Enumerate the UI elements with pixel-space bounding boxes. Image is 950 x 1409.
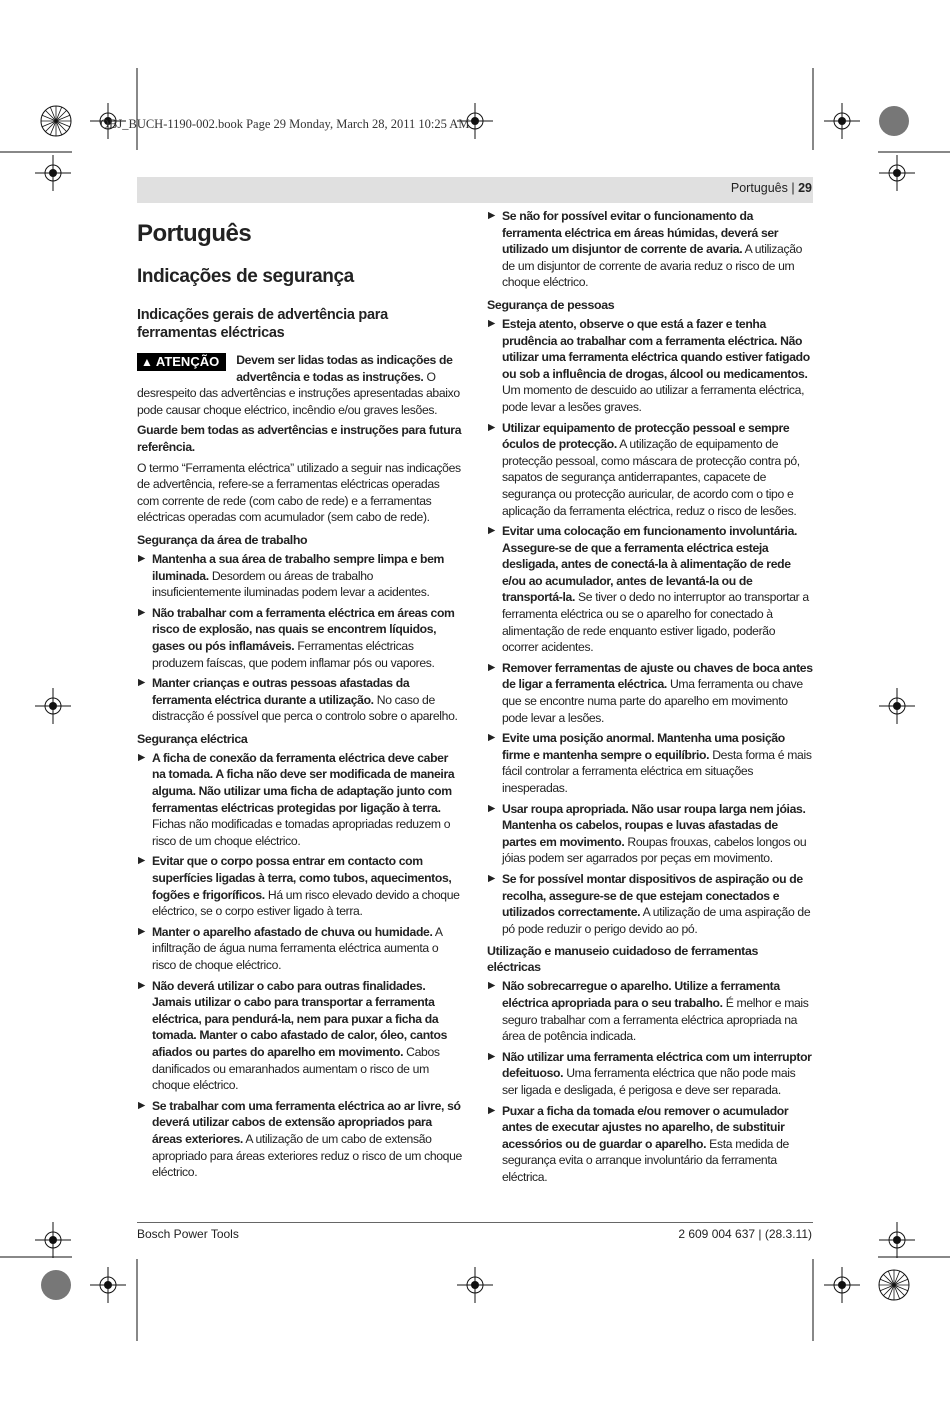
right-sections xyxy=(487,297,813,1186)
warning-block xyxy=(137,352,463,418)
item-text: Uma ferramenta eléctrica que não pode mais ser ligada e desligada, é perigosa e deve ser reparada. xyxy=(502,1066,796,1097)
bullet-list xyxy=(487,316,813,937)
list-item xyxy=(137,551,463,601)
triangle-right-icon: ▶ xyxy=(488,210,495,221)
triangle-right-icon: ▶ xyxy=(488,732,495,744)
list-item xyxy=(487,1049,813,1099)
triangle-right-icon: ▶ xyxy=(488,421,495,433)
bullet-list xyxy=(487,208,813,291)
item-bold: Não deverá utilizar o cabo para outras finalidades. Jamais utilizar o cabo para transportar a ferramenta eléctrica, para pendurá-la, nem para puxar a ficha da tomada. Manter o cabo afastado de calor, óleo, cantos afiados ou partes do aparelho em movimento. xyxy=(152,978,448,1059)
footer-brand: Bosch Power Tools xyxy=(137,1227,239,1241)
item-text: Há um risco elevado devido a choque eléctrico, se o corpo estiver ligado à terra. xyxy=(152,887,460,919)
item-bold: Manter crianças e outras pessoas afastadas da ferramenta eléctrica durante a utilização. xyxy=(152,676,410,707)
triangle-right-icon: ▶ xyxy=(138,925,145,937)
item-text: Desta forma é mais fácil controlar a ferramenta eléctrica em situações inesperadas. xyxy=(502,747,812,795)
list-item xyxy=(487,316,813,416)
bullet-list xyxy=(487,978,813,1185)
triangle-right-icon: ▶ xyxy=(488,1104,495,1116)
list-item xyxy=(487,523,813,656)
bullet-list xyxy=(137,750,463,1181)
item-bold: A ficha de conexão da ferramenta eléctrica deve caber na tomada. A ficha não deve ser modificada de maneira alguma. Não utilizar uma ficha de adaptação junto com ferramentas eléctricas protegidas por ligação à terra. xyxy=(152,750,455,815)
item-text: Se tiver o dedo no interruptor ao transportar a ferramenta eléctrica ou se o aparelho for conectado à alimentação de rede enquanto estiver ligado, poderão ocorrer acidentes. xyxy=(502,590,809,655)
warning-badge-label: ATENÇÃO xyxy=(155,354,220,369)
item-text: A utilização de uma aspiração de pó pode reduzir o perigo devido ao pó. xyxy=(502,905,811,936)
item-bold: Não sobrecarregue o aparelho. Utilize a ferramenta eléctrica apropriada para o seu trabalho. xyxy=(502,979,780,1010)
printer-header: OBJ_BUCH-1190-002.book Page 29 Monday, March 28, 2011 10:25 AM xyxy=(100,117,470,131)
item-text: Desordem ou áreas de trabalho insuficientemente iluminadas podem levar a acidentes. xyxy=(152,568,430,600)
item-text: Uma ferramenta ou chave que se encontre numa parte do aparelho em movimento pode levar a lesões. xyxy=(502,677,803,725)
item-bold: Não trabalhar com a ferramenta eléctrica em áreas com risco de explosão, nas quais se encontrem líquidos, gases ou pós inflamáveis. xyxy=(152,605,455,653)
item-bold: Manter o aparelho afastado de chuva ou humidade. xyxy=(152,924,433,939)
list-item xyxy=(487,801,813,867)
list-item xyxy=(487,730,813,796)
header-separator: | xyxy=(791,181,795,195)
item-bold: Se for possível montar dispositivos de aspiração ou de recolha, assegure-se de que estejam conectados e utilizados correctamente. xyxy=(502,871,803,920)
keep-instructions: Guarde bem todas as advertências e instruções para futura referência. xyxy=(137,423,462,454)
item-text: Roupas frouxas, cabelos longos ou jóias podem ser agarrados por peças em movimento. xyxy=(502,834,807,866)
left-sections xyxy=(137,532,463,1181)
list-item xyxy=(487,208,813,291)
page-number: 29 xyxy=(798,181,812,195)
section-heading: Segurança eléctrica xyxy=(137,731,248,746)
item-text: Cabos danificados ou emaranhados aumentam o risco de um choque eléctrico. xyxy=(152,1044,440,1093)
item-bold: Utilizar equipamento de protecção pessoal e sempre óculos de protecção. xyxy=(502,420,790,452)
page-title: Português xyxy=(137,220,252,247)
triangle-right-icon: ▶ xyxy=(488,1050,495,1062)
item-bold: Usar roupa apropriada. Não usar roupa larga nem jóias. Mantenha os cabelos, roupas e luvas afastadas de partes em movimento. xyxy=(502,801,806,849)
item-bold: Evitar uma colocação em funcionamento involuntária. Assegure-se de que a ferramenta eléctrica esteja desligada, antes de conectá-la à alimentação de rede e/ou ao acumulador, antes de levantá-la ou de transportá-la. xyxy=(502,524,798,605)
subsection-title: Indicações gerais de advertência para ferramentas eléctricas xyxy=(137,307,388,341)
section-heading: Utilização e manuseio cuidadoso de ferramentas eléctricas xyxy=(487,944,759,975)
triangle-right-icon: ▶ xyxy=(138,855,145,867)
triangle-right-icon: ▶ xyxy=(138,606,145,618)
triangle-right-icon: ▶ xyxy=(488,980,495,992)
left-column xyxy=(137,208,463,1185)
footer-rule xyxy=(137,1222,813,1223)
triangle-right-icon: ▶ xyxy=(488,525,495,537)
item-bold: Não utilizar uma ferramenta eléctrica com um interruptor defeituoso. xyxy=(502,1049,812,1081)
header-language: Português xyxy=(730,181,788,195)
triangle-right-icon: ▶ xyxy=(138,677,145,689)
item-bold: Evite uma posição anormal. Mantenha uma posição firme e mantenha sempre o equilíbrio. xyxy=(502,731,785,762)
triangle-right-icon: ▶ xyxy=(488,661,495,673)
item-text: A utilização de um cabo de extensão apropriado para áreas exteriores reduz o risco de um choque eléctrico. xyxy=(152,1131,462,1180)
triangle-right-icon: ▶ xyxy=(138,979,145,991)
running-header xyxy=(731,181,812,195)
item-text: Fichas não modificadas e tomadas apropriadas reduzem o risco de um choque eléctrico. xyxy=(152,817,451,848)
item-bold: Remover ferramentas de ajuste ou chaves de boca antes de ligar a ferramenta eléctrica. xyxy=(502,660,813,692)
triangle-right-icon: ▶ xyxy=(138,751,145,763)
item-text: É melhor e mais seguro trabalhar com a ferramenta eléctrica apropriada na área de potência indicada. xyxy=(502,995,809,1044)
section-title: Indicações de segurança xyxy=(137,266,354,287)
triangle-right-icon: ▶ xyxy=(138,552,145,564)
section-heading: Segurança da área de trabalho xyxy=(137,532,308,547)
item-bold: Se não for possível evitar o funcionamento da ferramenta eléctrica em áreas húmidas, deverá ser utilizado um disjuntor de corrente de avaria. xyxy=(502,209,779,257)
triangle-right-icon: ▶ xyxy=(488,317,495,329)
list-item xyxy=(137,1098,463,1181)
item-text: Um momento de descuido ao utilizar a ferramenta eléctrica, pode levar a lesões graves. xyxy=(502,383,805,414)
item-bold: Puxar a ficha da tomada e/ou remover o acumulador antes de executar ajustes no aparelho, de substituir acessórios ou de guardar o aparelho. xyxy=(502,1103,789,1151)
item-text: A utilização de equipamento de protecção pessoal, como máscara de protecção contra pó, sapatos de segurança antiderrapantes, capacete de segurança ou protecção auricular, de acordo com o tipo e aplicação da ferramenta eléctrica, reduz o risco de lesões. xyxy=(502,437,800,518)
right-column xyxy=(487,208,813,1189)
triangle-right-icon: ▶ xyxy=(488,802,495,814)
item-text: Ferramentas eléctricas produzem faíscas, que podem inflamar pós ou vapores. xyxy=(152,638,435,670)
list-item xyxy=(137,675,463,725)
list-item xyxy=(487,871,813,937)
section-heading: Segurança de pessoas xyxy=(487,297,615,312)
triangle-right-icon: ▶ xyxy=(488,872,495,884)
list-item xyxy=(137,924,463,974)
item-text: No caso de distracção é possível que perca o controlo sobre o aparelho. xyxy=(152,692,458,724)
item-text: A infiltração de água numa ferramenta eléctrica aumenta o risco de choque eléctrico. xyxy=(152,924,442,972)
term-paragraph: O termo “Ferramenta eléctrica” utilizado a seguir nas indicações de advertência, refere-se a ferramentas eléctricas operadas com corrente de rede (com cabo de rede) e a ferramentas eléctricas operadas com acumulador (sem cabo de rede). xyxy=(137,460,461,525)
list-item xyxy=(487,1103,813,1186)
warning-triangle-icon: ▲ xyxy=(141,355,153,369)
triangle-right-icon: ▶ xyxy=(138,1099,145,1111)
item-text: Esta medida de segurança evita o arranque involuntário da ferramenta eléctrica. xyxy=(502,1136,789,1184)
list-item xyxy=(487,660,813,726)
item-bold: Evitar que o corpo possa entrar em contacto com superfícies ligadas à terra, como tubos, aquecimentos, fogões e frigoríficos. xyxy=(152,854,452,902)
list-item xyxy=(487,420,813,520)
list-item xyxy=(487,978,813,1044)
footer-doc-number: 2 609 004 637 | (28.3.11) xyxy=(678,1227,812,1241)
item-bold: Mantenha a sua área de trabalho sempre limpa e bem iluminada. xyxy=(152,551,445,583)
warning-badge xyxy=(137,353,226,371)
list-item xyxy=(137,750,463,850)
warning-text: O desrespeito das advertências e instruções apresentadas abaixo pode causar choque eléctrico, incêndio e/ou graves lesões. xyxy=(137,369,460,417)
item-bold: Esteja atento, observe o que está a fazer e tenha prudência ao trabalhar com a ferramenta eléctrica. Não utilizar uma ferramenta eléctrica quando estiver fatigado ou sob a influência de drogas, álcool ou medicamentos. xyxy=(502,316,810,381)
bullet-list xyxy=(137,551,463,725)
list-item xyxy=(137,605,463,671)
list-item xyxy=(137,978,463,1094)
list-item xyxy=(137,853,463,919)
warning-bold: Devem ser lidas todas as indicações de advertência e todas as instruções. xyxy=(236,353,453,384)
item-text: A utilização de um disjuntor de corrente de avaria reduz o risco de um choque eléctrico. xyxy=(502,242,803,290)
header-band xyxy=(137,177,813,203)
item-bold: Se trabalhar com uma ferramenta eléctrica ao ar livre, só deverá utilizar cabos de extensão apropriados para áreas exteriores. xyxy=(152,1098,461,1146)
